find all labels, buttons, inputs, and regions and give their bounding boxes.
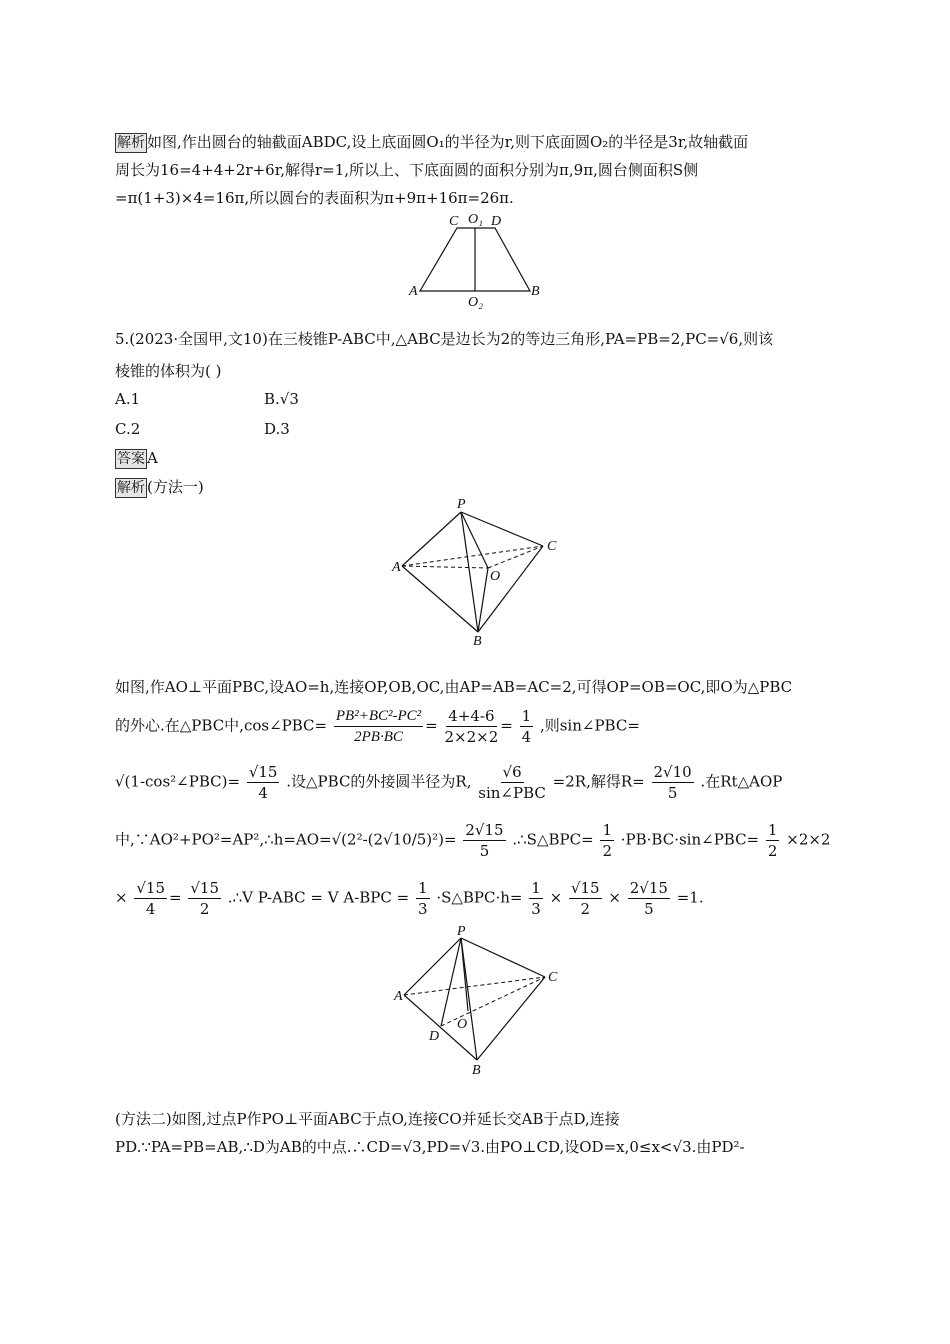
- option-b: B.√3: [264, 390, 299, 408]
- answer-line: [115, 447, 158, 469]
- label-A: A: [392, 560, 401, 575]
- tetrahedron-figure-1: [385, 492, 575, 652]
- fraction-radius: $\frac{2√10}{5}$: [653, 763, 692, 802]
- analysis-tag-2: 解析: [117, 480, 145, 496]
- q5-stem-line1: 5.(2023·全国甲,文10)在三棱锥P-ABC中,△ABC是边长为2的等边三角形,PA=PB=2,PC=√6,则该: [115, 330, 774, 348]
- fraction-half: $\frac{1}{2}$: [602, 821, 612, 860]
- label-D: D: [491, 214, 502, 229]
- label-O: O: [490, 569, 501, 584]
- label-O: O: [457, 1017, 468, 1032]
- answer-tag: 答案: [117, 451, 145, 467]
- m1-line2: 的外心.在△PBC中,cos∠PBC= $\frac{\text{PB²+BC²-PC²}}{2PB\cdot BC}$ = $\frac{4+4-6}{2\times 2\times 2}$ = $\frac{1}{4}$ ,则sin∠PBC=: [115, 707, 640, 746]
- label-B: B: [473, 634, 482, 649]
- option-d: D.3: [264, 420, 290, 438]
- label-B: B: [531, 284, 540, 299]
- label-P: P: [457, 924, 466, 939]
- fraction-half-2: $\frac{1}{2}$: [767, 821, 778, 860]
- label-O1: O₁: [468, 212, 483, 227]
- q5-stem-line2: 棱锥的体积为( ): [115, 362, 222, 380]
- m2-line2: PD.∵PA=PB=AB,∴D为AB的中点.∴CD=√3,PD=√3.由PO⊥CD,设OD=x,0≤x<√3.由PD²-: [115, 1138, 745, 1156]
- fraction-area: $\frac{√15}{2}$: [190, 879, 220, 918]
- label-C: C: [548, 970, 558, 985]
- p1-line1: 解析 如图,作出圆台的轴截面ABDC,设上底面圆O₁的半径为r,则下底面圆O₂的半径是3r,故轴截面: [117, 133, 749, 151]
- label-C: C: [449, 214, 459, 229]
- option-c: C.2: [115, 420, 141, 438]
- m1-line4: 中,∵AO²+PO²=AP²,∴h=AO=√(2²-(2√10/5)²)= $\frac{2√15}{5}$ .∴S△BPC= $\frac{1}{2}$ ·PB·BC·sin∠PBC= $\frac{1}{2}$ ×2×2: [115, 821, 831, 860]
- m1-line3: √(1-cos²∠PBC)= $\frac{√15}{4}$ .设△PBC的外接圆半径为R, $\frac{√6}{\text{sin∠PBC}}$ =2R,解得R= $\frac{2√10}{5}$ .在Rt△AOP: [115, 763, 783, 802]
- fraction-cos-formula: $\frac{\text{PB²+BC²-PC²}}{2PB\cdot BC}$: [335, 708, 422, 745]
- label-A: A: [394, 989, 403, 1004]
- fraction-law-of-sines: $\frac{√6}{\text{sin∠PBC}}$: [478, 763, 546, 802]
- fraction-area-2: $\frac{√15}{2}$: [570, 879, 600, 918]
- tetrahedron-figure-2: [385, 920, 575, 1080]
- fraction-cos-result: $\frac{1}{4}$: [521, 707, 532, 746]
- fraction-cos-values: $\frac{4+4-6}{2\times 2\times 2}$: [444, 707, 499, 746]
- frustum-figure: [400, 210, 560, 310]
- m2-line1: (方法二)如图,过点P作PO⊥平面ABC于点O,连接CO并延长交AB于点D,连接: [115, 1110, 620, 1128]
- fraction-third-2: $\frac{1}{3}$: [531, 879, 541, 918]
- answer-value: A: [147, 449, 158, 467]
- label-A: A: [409, 284, 418, 299]
- p1-line3: =π(1+3)×4=16π,所以圆台的表面积为π+9π+16π=26π.: [115, 189, 514, 207]
- label-O2: O₂: [468, 295, 483, 310]
- fraction-sin-value: $\frac{√15}{4}$: [136, 879, 166, 918]
- label-C: C: [547, 539, 557, 554]
- fraction-height-2: $\frac{2√15}{5}$: [629, 879, 668, 918]
- fraction-sin-result: $\frac{√15}{4}$: [248, 763, 278, 802]
- p1-line2: 周长为16=4+4+2r+6r,解得r=1,所以上、下底面圆的面积分别为π,9π,圆台侧面积S侧: [115, 161, 699, 179]
- fraction-height: $\frac{2√15}{5}$: [465, 821, 504, 860]
- fraction-third: $\frac{1}{3}$: [417, 879, 428, 918]
- analysis-tag: 解析: [117, 135, 145, 151]
- m1-line5: × $\frac{√15}{4}$ = $\frac{√15}{2}$ .∴V P-ABC = V A-BPC = $\frac{1}{3}$ ·S△BPC·h= $\frac{1}{3}$ × $\frac{√15}{2}$ × $\frac{2√15}{5}$ =1.: [115, 879, 704, 918]
- option-a: A.1: [115, 390, 141, 408]
- label-P: P: [457, 497, 466, 512]
- label-B: B: [472, 1063, 481, 1078]
- m1-line1: 如图,作AO⊥平面PBC,设AO=h,连接OP,OB,OC,由AP=AB=AC=2,可得OP=OB=OC,即O为△PBC: [115, 678, 793, 696]
- label-D: D: [429, 1029, 440, 1044]
- analysis-method1: 解析 (方法一): [117, 478, 204, 496]
